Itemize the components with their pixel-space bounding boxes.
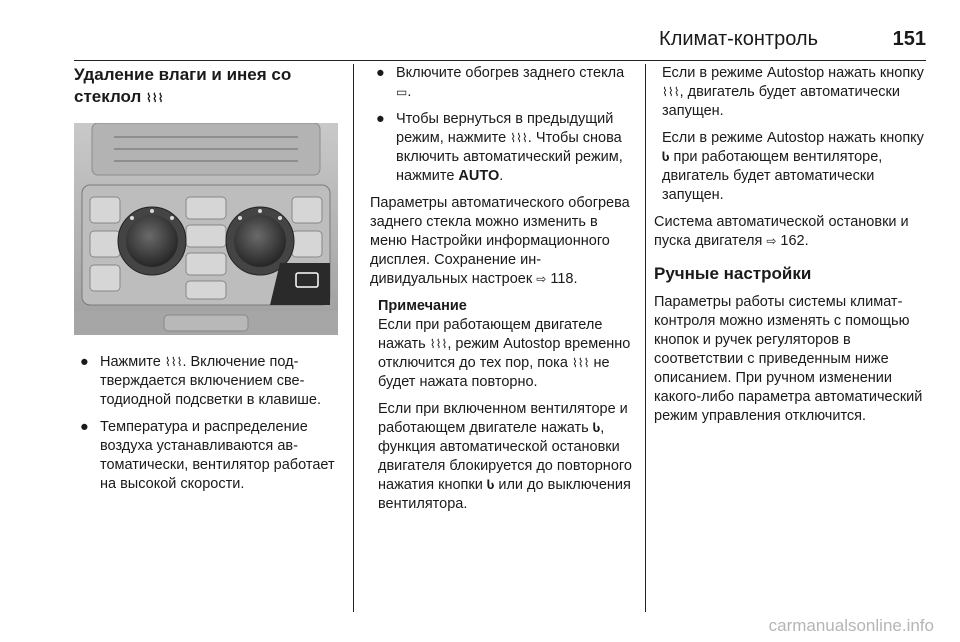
climate-panel-figure [74,123,338,335]
note-text: не будет нажата повторно. [378,355,610,390]
bullet-text: Включите обогрев заднего стекла [396,65,625,81]
section-heading-text: Удаление влаги и инея со стеклол [74,65,292,106]
autostop-icon: Ⴑ [592,421,601,435]
paragraph [662,64,930,121]
column-1 [74,64,344,502]
note-paragraph [378,400,632,514]
bullet-text: . Включение подтверждается включением светодиодной подсветки в клавише. [100,354,322,408]
autostop-icon: Ⴑ [662,150,670,164]
auto-label: AUTO [458,168,500,184]
bullet-dot: ● [80,354,89,370]
rear-window-defrost-icon: ▭ [396,85,408,99]
column-2 [370,64,632,522]
paragraph-text: Система автоматической остановки и пуска двигателя [654,214,909,249]
windshield-defrost-icon: ⌇⌇⌇ [164,355,183,369]
bullet-item [370,64,632,102]
note-text: Если при включенном вентиляторе и работающем двигателе нажать [378,401,628,436]
autostop-icon: Ⴑ [486,478,495,492]
column-divider [353,64,354,612]
bullet-text: Нажмите [100,354,165,370]
paragraph [662,129,930,205]
section-heading [74,64,344,109]
note-text: , режим Autostop временно отключится до тех пор, пока [378,336,631,371]
note-text: или до выключения вентилятора. [378,477,631,512]
note-text: Если при работающем двигателе нажать [378,317,603,352]
paragraph: Параметры автоматического обогрева заднего стекла можно изменить в меню Настройки информационного дисплея. Сохранение индивидуальных настроек ⇨ 118. [370,195,630,287]
note-block [378,297,632,514]
windshield-defrost-icon: ⌇⌇⌇ [662,85,680,99]
subsection-heading: Ручные настройки [654,264,812,283]
windshield-defrost-icon: ⌇⌇⌇ [510,131,528,145]
page-ref: 162 [780,233,805,249]
column-3 [654,64,930,434]
note-title: Примечание [378,298,467,314]
paragraph-text: Если в режиме Autostop нажать кнопку [662,130,924,146]
bullet-item [370,110,632,186]
note-text: , функция автоматической остановки двигателя блокируется до повторного нажатия кнопки [378,420,632,493]
bullet-text: . [407,84,412,100]
bullet-text: Температура и распределение воздуха устанавливаются автоматически, вентилятор работает на высокой скорости. [100,419,335,492]
bullet-item [74,418,344,494]
paragraph-text: Если в режиме Autostop нажать кнопку [662,65,924,81]
page-ref-arrow-icon: ⇨ [766,234,777,248]
bullet-item [74,353,344,410]
bullet-text: Чтобы вернуться в предыдущий режим, нажмите [396,111,614,146]
page-number: 151 [892,28,926,50]
bullet-text: . Чтобы снова включить автоматический режим, нажмите [396,130,623,184]
windshield-defrost-icon: ⌇⌇⌇ [146,91,164,105]
bullet-dot: ● [376,111,385,127]
bullet-dot: ● [376,65,385,81]
paragraph-text: Параметры работы системы климат-контроля можно изменять с помощью кнопок и ручек регуляторов в соответствии с приведенным ниже описанием. При ручном изменении какого-либо параметра автоматический режим управления отключится. [654,294,923,424]
paragraph-text: Параметры автоматического обогрева заднего стекла можно изменить в меню Настройки информационного дисплея. Сохранение индивидуальных настроек [370,195,630,287]
header-rule [74,60,926,61]
bullet-dot: ● [80,419,89,435]
windshield-defrost-icon: ⌇⌇⌇ [429,337,448,351]
column-divider [645,64,646,612]
page-ref-arrow-icon: ⇨ [536,272,547,286]
watermark: carmanualsonline.info [768,616,934,635]
header-title: Климат-контроль [659,28,818,50]
paragraph-text: , двигатель будет автоматически запущен. [662,84,900,119]
page-ref: 118 [550,271,574,287]
paragraph-text: при работающем вентиляторе, двигатель будет автоматически запущен. [662,149,883,203]
paragraph [654,293,930,426]
page-header [74,20,926,56]
windshield-defrost-icon: ⌇⌇⌇ [571,356,590,370]
note-paragraph [378,316,632,392]
bullet-text: . [499,168,504,184]
paragraph: Система автоматической остановки и пуска двигателя ⇨ 162. [654,214,909,249]
